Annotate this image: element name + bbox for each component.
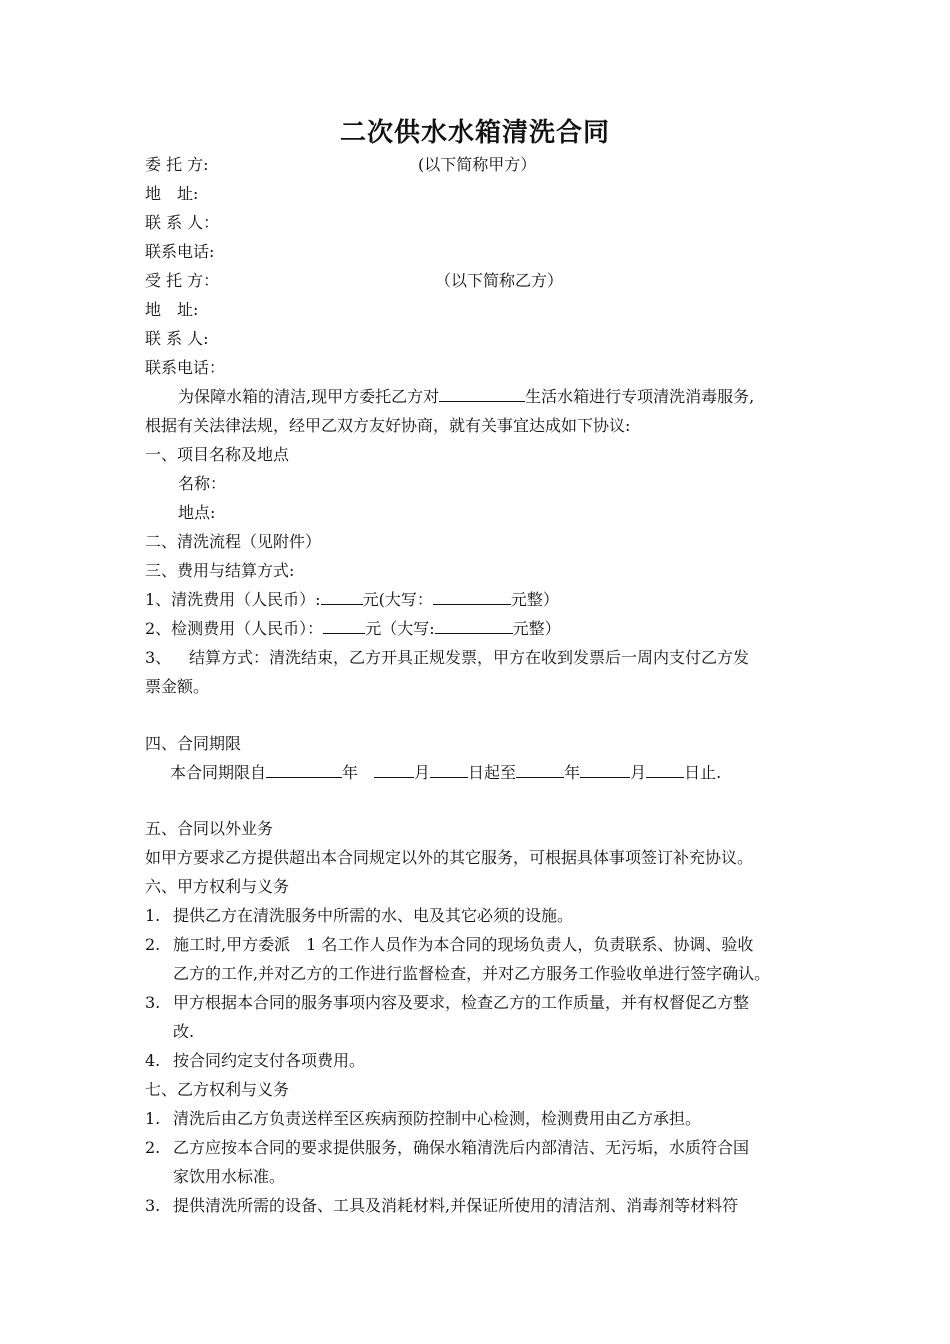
intro-line-1 — [178, 386, 754, 408]
s6-item-1-num: 1. — [145, 906, 161, 925]
s7-item-2-text: 乙方应按本合同的要求提供服务，确保水箱清洗后内部清洁、无污垢，水质符合国 — [173, 1138, 750, 1157]
section-5-heading: 五、合同以外业务 — [145, 819, 274, 838]
s6-item-2-cont: 乙方的工作,并对乙方的工作进行监督检查，并对乙方服务工作验收单进行签字确认。 — [173, 964, 771, 983]
document-title: 二次供水水箱清洗合同 — [339, 118, 610, 148]
party-a-line — [145, 154, 845, 176]
section-1-heading: 一、项目名称及地点 — [145, 445, 290, 464]
term-text-year: 年 — [342, 763, 359, 782]
party-b-note: （以下简称乙方） — [435, 271, 564, 290]
section-5-text: 如甲方要求乙方提供超出本合同规定以外的其它服务，可根据具体事项签订补充协议。 — [145, 848, 754, 867]
s7-item-1-num: 1. — [145, 1109, 161, 1128]
settlement-line — [145, 647, 845, 669]
term-blank-month-end — [580, 762, 630, 778]
party-a-address-label: 地 址: — [145, 184, 199, 203]
cleaning-fee-line — [145, 589, 559, 611]
settlement-num: 3、 — [145, 648, 172, 667]
s7-item-2 — [145, 1137, 749, 1159]
cleaning-fee-upper-label: 元(大写： — [362, 590, 433, 609]
s6-item-3-text: 甲方根据本合同的服务事项内容及要求，检查乙方的工作质量，并有权督促乙方整 — [173, 993, 750, 1012]
s6-item-3-cont: 改. — [173, 1022, 195, 1041]
party-a-label: 委 托 方: — [145, 155, 209, 174]
party-b-address-label: 地 址: — [145, 300, 199, 319]
cleaning-fee-blank — [321, 589, 363, 605]
cleaning-fee-suffix: 元整） — [510, 590, 559, 609]
s6-item-1 — [145, 905, 573, 927]
testing-fee-suffix: 元整） — [512, 619, 561, 638]
party-a-note: (以下简称甲方） — [418, 155, 537, 174]
project-name-label: 名称： — [178, 474, 227, 493]
testing-fee-upper-label: 元（大写: — [365, 619, 435, 638]
project-place-label: 地点: — [178, 503, 216, 522]
term-text-year-end: 年 — [564, 763, 581, 782]
s6-item-3 — [145, 992, 749, 1014]
s7-item-3-num: 3. — [145, 1196, 161, 1215]
s7-item-2-num: 2. — [145, 1138, 161, 1157]
intro-text-part2: 生活水箱进行专项清洗消毒服务, — [525, 387, 755, 406]
s6-item-3-num: 3. — [145, 993, 161, 1012]
section-7-heading: 七、乙方权利与义务 — [145, 1080, 290, 1099]
section-3-heading: 三、费用与结算方式: — [145, 561, 295, 580]
s6-item-4 — [145, 1050, 365, 1072]
term-blank-year-end — [516, 762, 564, 778]
cleaning-fee-upper-blank — [433, 589, 511, 605]
party-a-contact-label: 联 系 人： — [145, 213, 220, 232]
term-text-end: 日止. — [684, 763, 722, 782]
term-text-month-end: 月 — [630, 763, 647, 782]
settlement-text: 结算方式：清洗结束，乙方开具正规发票，甲方在收到发票后一周内支付乙方发 — [189, 648, 750, 667]
s7-item-1-text: 清洗后由乙方负责送样至区疾病预防控制中心检测，检测费用由乙方承担。 — [173, 1109, 702, 1128]
s6-item-4-text: 按合同约定支付各项费用。 — [173, 1051, 366, 1070]
term-text-month: 月 — [414, 763, 431, 782]
section-6-heading: 六、甲方权利与义务 — [145, 877, 290, 896]
intro-text-part1: 为保障水箱的清洁,现甲方委托乙方对 — [178, 387, 440, 406]
s7-item-2-cont: 家饮用水标准。 — [173, 1167, 286, 1186]
section-4-heading: 四、合同期限 — [145, 734, 242, 753]
s7-item-3 — [145, 1195, 738, 1217]
intro-line-2: 根据有关法律法规，经甲乙双方友好协商，就有关事宜达成如下协议: — [145, 416, 631, 435]
s6-item-2 — [145, 934, 753, 956]
testing-fee-upper-blank — [435, 618, 513, 634]
intro-blank — [439, 386, 525, 402]
s6-item-2-text: 施工时,甲方委派 1 名工作人员作为本合同的现场负责人，负责联系、协调、验收 — [173, 935, 754, 954]
term-blank-day-start — [430, 762, 468, 778]
party-b-label: 受 托 方： — [145, 271, 220, 290]
term-blank-year-start — [266, 762, 342, 778]
term-text-from: 本合同期限自 — [170, 763, 267, 782]
party-b-phone-label: 联系电话： — [145, 358, 226, 377]
testing-fee-blank — [323, 618, 365, 634]
s7-item-3-text: 提供清洗所需的设备、工具及消耗材料,并保证所使用的清洁剂、消毒剂等材料符 — [173, 1196, 739, 1215]
settlement-cont: 票金额。 — [145, 677, 210, 696]
s7-item-1 — [145, 1108, 701, 1130]
cleaning-fee-label: 1、清洗费用（人民币）: — [145, 590, 321, 609]
party-b-line — [145, 270, 845, 292]
testing-fee-label: 2、检测费用（人民币）： — [145, 619, 324, 638]
section-2-heading: 二、清洗流程（见附件） — [145, 532, 322, 551]
s6-item-4-num: 4. — [145, 1051, 161, 1070]
testing-fee-line — [145, 618, 561, 640]
s6-item-1-text: 提供乙方在清洗服务中所需的水、电及其它必须的设施。 — [173, 906, 574, 925]
contract-term-line — [170, 762, 721, 784]
term-text-to: 日起至 — [468, 763, 517, 782]
term-blank-day-end — [646, 762, 684, 778]
party-a-phone-label: 联系电话: — [145, 242, 215, 261]
term-blank-month-start — [374, 762, 414, 778]
party-b-contact-label: 联 系 人: — [145, 329, 209, 348]
s6-item-2-num: 2. — [145, 935, 161, 954]
